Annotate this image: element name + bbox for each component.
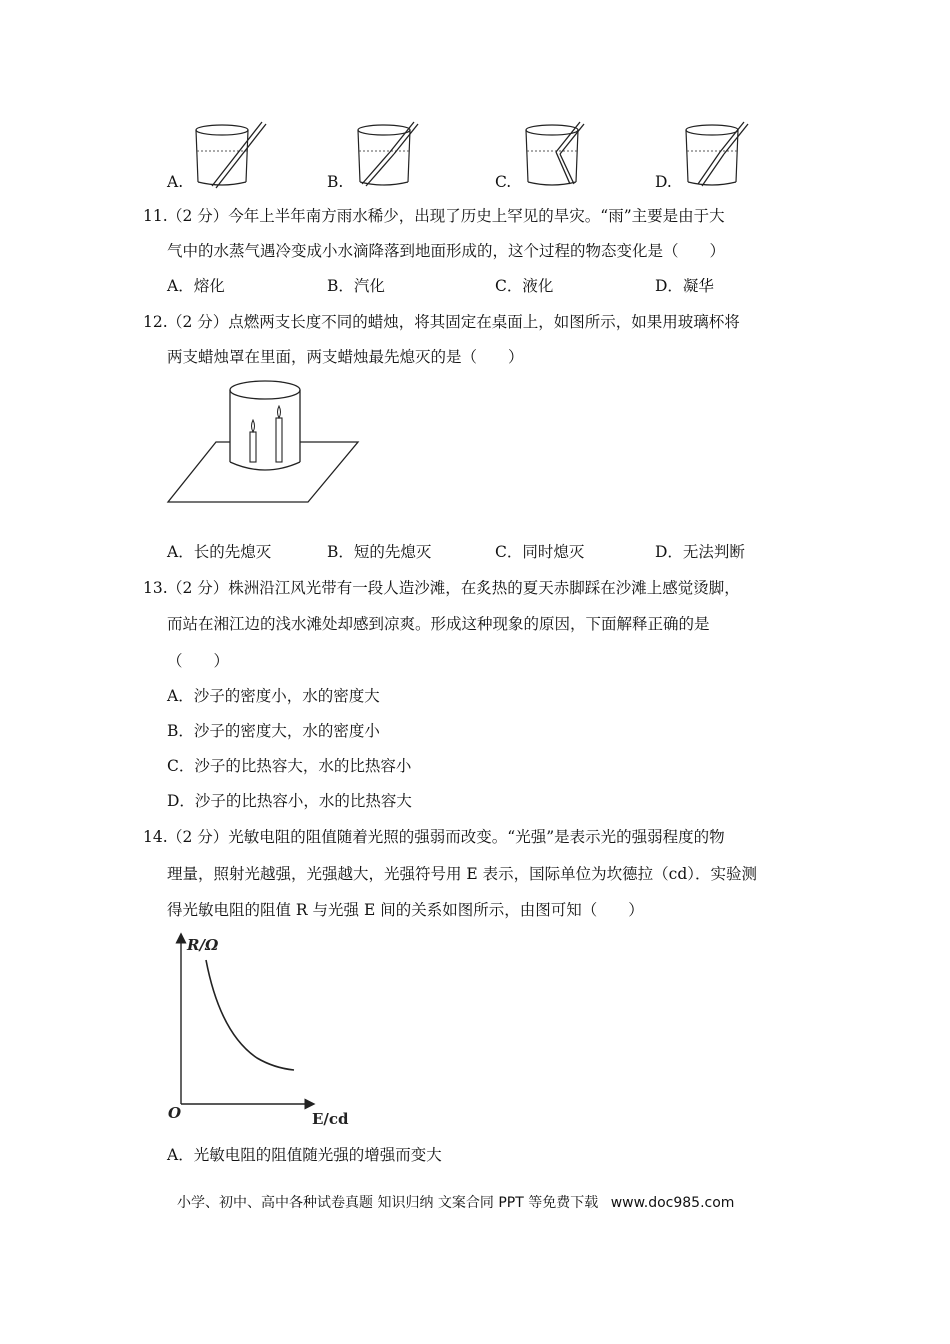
q10-option-b-label: B. (327, 173, 344, 191)
q10-option-c-beaker (520, 118, 600, 190)
q13-number: 13. (143, 579, 168, 597)
footer-text: 小学、初中、高中各种试卷真题 知识归纳 文案合同 PPT 等免费下载 (177, 1195, 599, 1211)
q13-stem-line3: （ ） (167, 652, 230, 670)
q12-option-c: C．同时熄灭 (495, 543, 585, 561)
footer-url[interactable]: www.doc985.com (610, 1195, 735, 1211)
q12-number: 12. (143, 313, 168, 331)
q13-stem-line2: 而站在湘江边的浅水滩处却感到凉爽。形成这种现象的原因，下面解释正确的是 (167, 615, 710, 633)
q11-number: 11. (143, 207, 168, 225)
q11-option-b: B．汽化 (327, 277, 385, 295)
q10-option-b-beaker (352, 118, 432, 190)
q10-option-d-beaker (680, 118, 760, 190)
q14-stem-line1: （2 分）光敏电阻的阻值随着光照的强弱而改变。“光强”是表示光的强弱程度的物 (167, 828, 725, 846)
x-axis-label: E/cd (312, 1110, 349, 1128)
q11-stem-line2: 气中的水蒸气遇冷变成小水滴降落到地面形成的，这个过程的物态变化是（ ） (167, 242, 726, 260)
q13-option-b: B．沙子的密度大，水的密度小 (167, 722, 380, 740)
r-vs-e-curve (206, 960, 294, 1070)
q13-option-c: C．沙子的比热容大，水的比热容小 (167, 757, 412, 775)
q13-option-d: D．沙子的比热容小，水的比热容大 (167, 792, 412, 810)
q14-stem-line2: 理量，照射光越强，光强越大，光强符号用 E 表示，国际单位为坎德拉（cd）．实验测 (167, 865, 758, 883)
q12-option-d: D．无法判断 (655, 543, 745, 561)
page-footer (177, 1192, 734, 1212)
q13-stem-line1: （2 分）株洲沿江风光带有一段人造沙滩，在炙热的夏天赤脚踩在沙滩上感觉烫脚， (167, 579, 740, 597)
q13-option-a: A．沙子的密度小，水的密度大 (167, 687, 380, 705)
q10-option-c-label: C. (495, 173, 512, 191)
q12-stem-line1: （2 分）点燃两支长度不同的蜡烛，将其固定在桌面上，如图所示，如果用玻璃杯将 (167, 313, 740, 331)
q11-option-c: C．液化 (495, 277, 554, 295)
q11-stem-line1: （2 分）今年上半年南方雨水稀少，出现了历史上罕见的旱灾。“雨”主要是由于大 (167, 207, 725, 225)
y-axis-label: R/Ω (187, 936, 219, 954)
q10-option-a-beaker (190, 118, 270, 190)
q10-option-a-label: A. (167, 173, 184, 191)
q11-option-d: D．凝华 (655, 277, 714, 295)
q10-option-d-label: D. (655, 173, 672, 191)
q14-number: 14. (143, 828, 168, 846)
q12-option-a: A．长的先熄灭 (167, 543, 272, 561)
q14-option-a: A．光敏电阻的阻值随光强的增强而变大 (167, 1146, 442, 1164)
q12-stem-line2: 两支蜡烛罩在里面，两支蜡烛最先熄灭的是（ ） (167, 348, 524, 366)
origin-label: O (168, 1104, 182, 1122)
q11-option-a: A．熔化 (167, 277, 225, 295)
q12-candle-figure (166, 378, 362, 506)
q14-resistance-graph (162, 928, 362, 1128)
q12-option-b: B．短的先熄灭 (327, 543, 432, 561)
q14-stem-line3: 得光敏电阻的阻值 R 与光强 E 间的关系如图所示，由图可知（ ） (167, 901, 644, 919)
